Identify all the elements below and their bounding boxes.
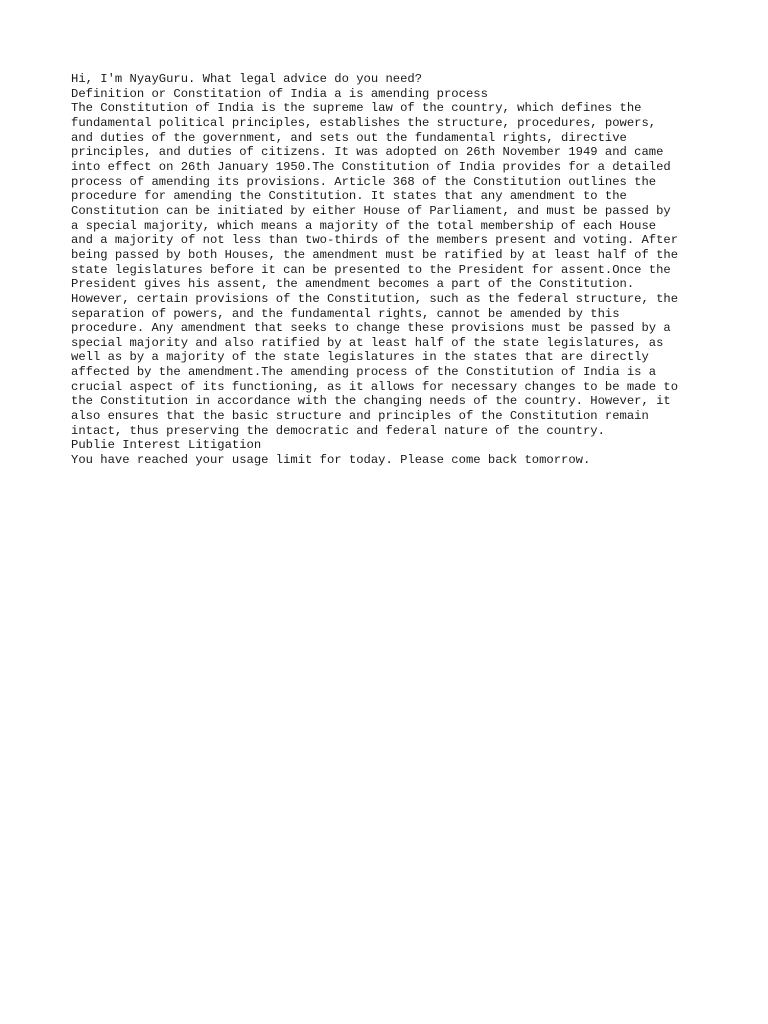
user-query: Definition or Constitation of India a is amending process [71, 86, 488, 101]
usage-limit-message: You have reached your usage limit for today. Please come back tomorrow. [71, 453, 591, 468]
chat-log [71, 72, 701, 468]
user-query: Publie Interest Litigation [71, 438, 262, 453]
bot-greeting: Hi, I'm NyayGuru. What legal advice do you need? [71, 72, 423, 86]
bot-answer: The Constitution of India is the supreme law of the country, which defines the fundamental political principles, establishes the structure, procedures, powers, and duties of the government, and sets out the fundamental rights, directive principles, and duties of citizens. It was adopted on 26th November 1949 and came into effect on 26th January 1950.The Constitution of India provides for a detailed process of amending its provisions. Article 368 of the Constitution outlines the procedure for amending the Constitution. It states that any amendment to the Constitution can be initiated by either House of Parliament, and must be passed by a special majority, which means a majority of the total membership of each House and a majority of not less than two-thirds of the members present and voting. After being passed by both Houses, the amendment must be ratified by at least half of the state legislatures before it can be presented to the President for assent.Once the President gives his assent, the amendment becomes a part of the Constitution. However, certain provisions of the Constitution, such as the federal structure, the separation of powers, and the fundamental rights, cannot be amended by this procedure. Any amendment that seeks to change these provisions must be passed by a special majority and also ratified by at least half of the state legislatures, as well as by a majority of the state legislatures in the states that are directly affected by the amendment.The amending process of the Constitution of India is a crucial aspect of its functioning, as it allows for necessary changes to be made to the Constitution in accordance with the changing needs of the country. However, it also ensures that the basic structure and principles of the Constitution remain intact, thus preserving the democratic and federal nature of the country. [71, 101, 679, 438]
